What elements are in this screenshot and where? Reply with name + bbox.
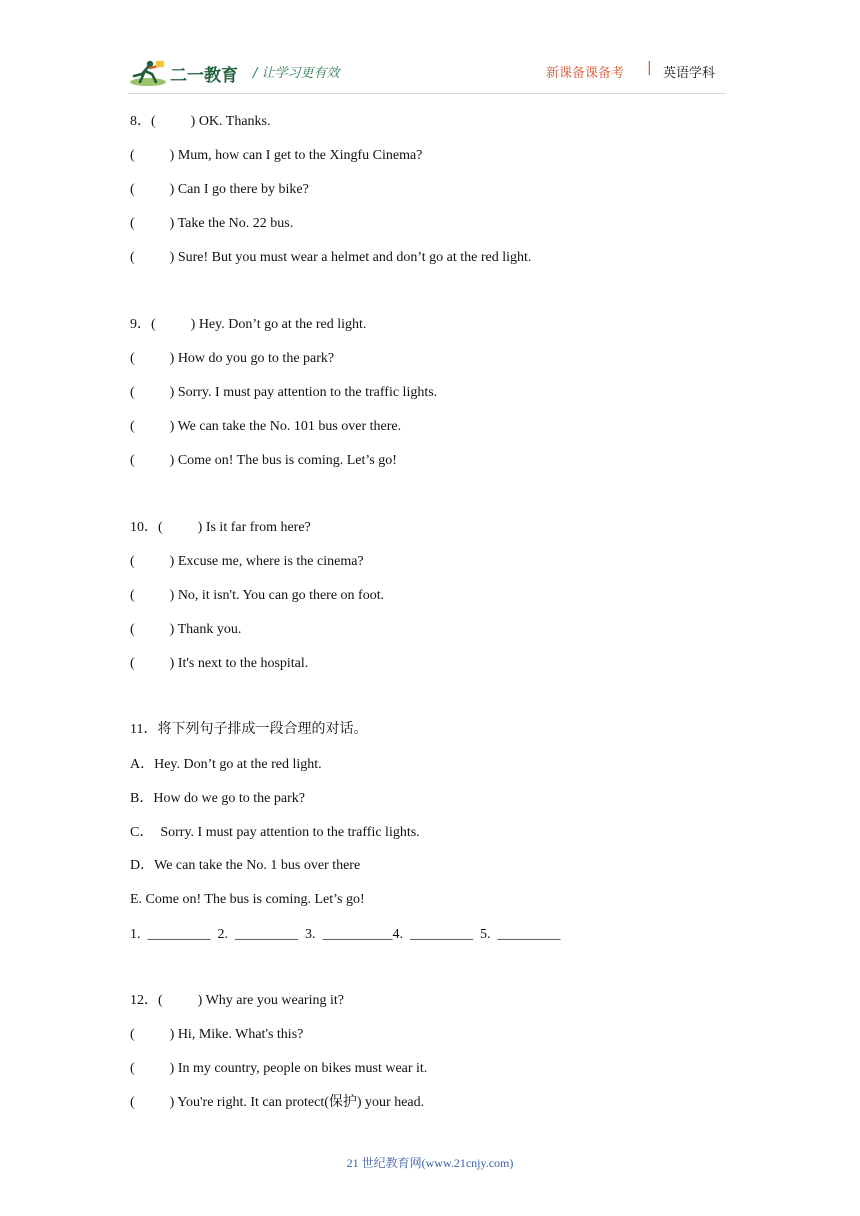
q11-option-d: D．We can take the No. 1 bus over there (130, 858, 361, 873)
q12-line-1: 12．( ) Why are you wearing it? (130, 993, 344, 1008)
q11-instruction: 11．将下列句子排成一段合理的对话。 (130, 722, 368, 737)
q11-option-b: B．How do we go to the park? (130, 791, 305, 806)
q10-line-5: ( ) It's next to the hospital. (130, 656, 309, 671)
q11-option-a: A．Hey. Don’t go at the red light. (130, 757, 322, 772)
q11-answer-blanks: 1. _________ 2. _________ 3. __________4. _________ 5. _________ (130, 927, 561, 942)
q8-line-5: ( ) Sure! But you must wear a helmet and don’t go at the red light. (130, 250, 532, 265)
q10-line-2: ( ) Excuse me, where is the cinema? (130, 554, 364, 569)
page-footer: 21 世纪教育网(www.21cnjy.com) (346, 1156, 514, 1170)
q10-line-1: 10．( ) Is it far from here? (130, 520, 311, 535)
q12-line-3: ( ) In my country, people on bikes must wear it. (130, 1061, 428, 1076)
q8-line-4: ( ) Take the No. 22 bus. (130, 216, 294, 231)
slogan: / 让学习更有效 (253, 66, 340, 81)
q9-line-1: 9．( ) Hey. Don’t go at the red light. (130, 317, 367, 332)
q11-option-e: E. Come on! The bus is coming. Let’s go! (130, 892, 365, 907)
q8-line-1: 8．( ) OK. Thanks. (130, 114, 271, 129)
q9-line-2: ( ) How do you go to the park? (130, 351, 335, 366)
q9-line-4: ( ) We can take the No. 101 bus over there. (130, 419, 402, 434)
header-separator: | (647, 60, 652, 76)
header-divider (128, 93, 726, 94)
q12-line-2: ( ) Hi, Mike. What's this? (130, 1027, 304, 1042)
q8-line-2: ( ) Mum, how can I get to the Xingfu Cinema? (130, 148, 423, 163)
q9-line-5: ( ) Come on! The bus is coming. Let’s go! (130, 453, 397, 468)
page-header (0, 0, 860, 100)
subject-label: 英语学科 (663, 66, 716, 81)
q12-line-4: ( ) You're right. It can protect(保护) your head. (130, 1095, 425, 1110)
logo-text: 二一教育 (170, 66, 238, 86)
q10-line-3: ( ) No, it isn't. You can go there on foot. (130, 588, 385, 603)
q10-line-4: ( ) Thank you. (130, 622, 242, 637)
q9-line-3: ( ) Sorry. I must pay attention to the traffic lights. (130, 385, 438, 400)
q11-option-c: C． Sorry. I must pay attention to the traffic lights. (130, 825, 420, 840)
brand-label: 新课备课备考 (546, 66, 625, 81)
q8-line-3: ( ) Can I go there by bike? (130, 182, 309, 197)
